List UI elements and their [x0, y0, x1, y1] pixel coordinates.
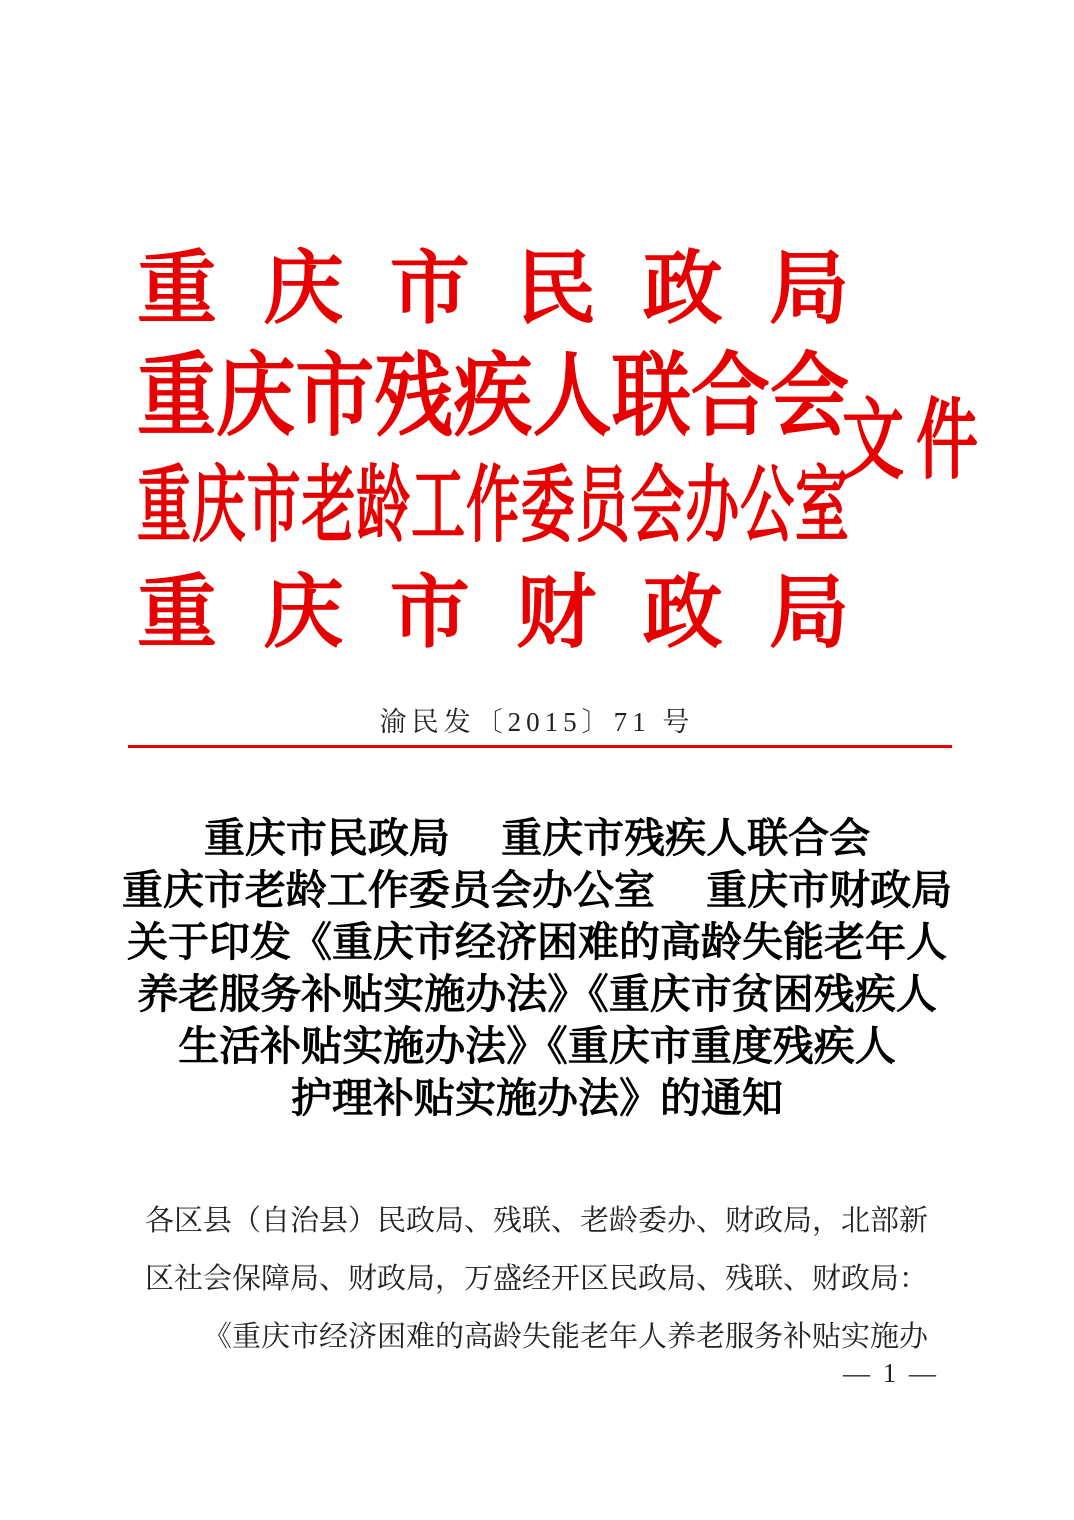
- agency-char: 财: [516, 570, 597, 658]
- agency-char: 室: [794, 459, 849, 553]
- agency-char: 龄: [356, 459, 411, 553]
- red-divider-line: [128, 745, 952, 748]
- agency-name-laolingweiyuanhui: [137, 422, 849, 589]
- title-line-6: 护理补贴实施办法》的通知: [291, 1075, 783, 1121]
- agency-char: 疾: [453, 346, 533, 448]
- agency-char: 政: [642, 570, 723, 658]
- agency-char: 人: [532, 346, 612, 448]
- title-line-3: 关于印发《重庆市经济困难的高龄失能老年人: [127, 919, 947, 965]
- agency-char: 局: [768, 570, 849, 658]
- agency-name-minzhengju: [137, 238, 849, 342]
- doc-number: 渝民发〔2015〕71 号: [379, 707, 695, 737]
- agency-char: 公: [740, 459, 795, 553]
- title-line-5: 生活补贴实施办法》《重庆市重度残疾人: [178, 1023, 896, 1069]
- page-number: — 1 —: [843, 1358, 939, 1388]
- agency-char: 联: [611, 346, 691, 448]
- agency-char: 重: [137, 459, 191, 553]
- letterhead-agency-block: [137, 238, 849, 668]
- agency-char: 市: [295, 346, 375, 448]
- agency-char: 会: [630, 459, 685, 553]
- agency-char: 老: [301, 459, 356, 553]
- agency-char: 庆: [216, 346, 296, 448]
- title-line-4: 养老服务补贴实施办法》《重庆市贫困残疾人: [137, 971, 937, 1017]
- agency-char: 政: [642, 246, 723, 334]
- agency-char: 会: [770, 346, 849, 448]
- agency-char: 庆: [263, 246, 344, 334]
- agency-char: 工: [411, 459, 466, 553]
- agency-char: 重: [137, 246, 217, 334]
- body-opening-line: 《重庆市经济困难的高龄失能老年人养老服务补贴实施办: [203, 1321, 929, 1353]
- agency-char: 市: [389, 570, 470, 658]
- agency-char: 重: [137, 570, 217, 658]
- document-title: [0, 812, 1074, 1124]
- agency-char: 合: [690, 346, 770, 448]
- title-line-2: 重庆市老龄工作委员会办公室 重庆市财政局: [121, 867, 953, 913]
- agency-char: 员: [575, 459, 630, 553]
- title-line-1: 重庆市民政局 重庆市残疾人联合会: [203, 815, 871, 861]
- agency-char: 局: [768, 246, 849, 334]
- agency-char: 残: [374, 346, 454, 448]
- agency-char: 庆: [263, 570, 344, 658]
- agency-char: 委: [520, 459, 575, 553]
- addressee-line-1: 各区县（自治县）民政局、残联、老龄委办、财政局，北部新: [145, 1205, 929, 1237]
- document-body: [145, 1192, 961, 1366]
- agency-char: 庆: [191, 459, 246, 553]
- agency-char: 市: [246, 459, 301, 553]
- agency-char: 办: [685, 459, 740, 553]
- agency-char: 作: [465, 459, 520, 553]
- doc-type-label: 文件: [842, 393, 991, 491]
- addressee-line-2: 区社会保障局、财政局，万盛经开区民政局、残联、财政局：: [145, 1263, 929, 1295]
- agency-char: 民: [516, 246, 597, 334]
- agency-char: 市: [389, 246, 470, 334]
- agency-char: 重: [137, 346, 216, 448]
